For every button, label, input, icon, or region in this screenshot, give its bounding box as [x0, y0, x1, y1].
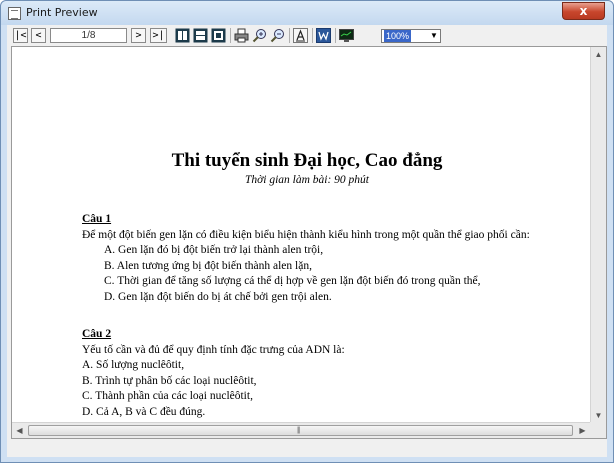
scrollbar-corner [590, 422, 606, 438]
chevron-down-icon[interactable]: ▼ [430, 31, 438, 40]
horizontal-scrollbar[interactable] [12, 422, 590, 438]
vertical-scrollbar[interactable] [590, 47, 606, 423]
answer-option: D. Gen lặn đột biến do bị át chế bởi gen trội alen. [104, 290, 332, 303]
toolbar-separator [230, 28, 231, 43]
scroll-left-icon[interactable]: ◀ [16, 426, 23, 435]
first-page-button[interactable]: |< [14, 30, 27, 41]
window-title: Print Preview [26, 6, 98, 19]
zoom-select[interactable] [381, 29, 441, 43]
previous-page-button[interactable]: < [31, 28, 46, 43]
scroll-right-icon[interactable]: ▶ [579, 426, 586, 435]
question-prompt: Để một đột biến gen lặn có điều kiện biểu hiện thành kiểu hình trong một quần thể giao phối cần: [82, 228, 530, 241]
font-icon[interactable] [293, 28, 308, 43]
two-page-icon[interactable] [193, 28, 208, 43]
client-area [7, 25, 607, 457]
question-heading: Câu 2 [82, 328, 112, 340]
zoom-value: 100% [386, 31, 410, 41]
answer-option: D. Cả A, B và C đều đúng. [82, 405, 206, 418]
preview-page-area[interactable] [11, 46, 607, 439]
print-icon[interactable] [234, 28, 249, 43]
scroll-up-icon[interactable]: ▲ [594, 50, 603, 59]
question-heading: Câu 1 [82, 213, 112, 225]
zoom-in-icon[interactable] [252, 28, 267, 43]
grip-icon: ||| [297, 427, 300, 434]
answer-option: A. Số lượng nuclêôtit, [82, 359, 185, 371]
close-button[interactable]: x [562, 2, 605, 20]
last-page-button[interactable]: >| [150, 28, 167, 43]
question-block [82, 327, 542, 420]
app-icon [8, 7, 21, 20]
question-prompt: Yếu tố cần và đủ để quy định tính đặc trưng của ADN là: [82, 343, 345, 356]
status-bar [7, 439, 607, 457]
answer-option: A. Gen lặn đó bị đột biến trở lại thành alen trội, [104, 244, 324, 256]
horizontal-scroll-thumb[interactable] [28, 425, 573, 436]
title-bar[interactable] [1, 1, 613, 25]
multi-page-icon[interactable] [211, 28, 226, 43]
document-title: Thi tuyển sinh Đại học, Cao đẳng [171, 150, 443, 171]
question-block [82, 212, 542, 305]
document-subtitle: Thời gian làm bài: 90 phút [244, 174, 370, 186]
toolbar-separator [312, 28, 313, 43]
one-page-icon[interactable] [175, 28, 190, 43]
word-export-icon[interactable] [316, 28, 331, 43]
next-page-button[interactable]: > [131, 28, 146, 43]
answer-option: C. Thời gian để tăng số lượng cá thể dị hợp về gen lặn đột biến đó trong quần thể, [104, 275, 481, 287]
toolbar-separator [289, 28, 290, 43]
scroll-down-icon[interactable]: ▼ [594, 411, 603, 420]
toolbar-separator [335, 28, 336, 43]
answer-option: C. Thành phần của các loại nuclêôtit, [82, 390, 253, 402]
zoom-out-icon[interactable] [270, 28, 285, 43]
answer-option: B. Alen tương ứng bị đột biến thành alen lặn, [104, 259, 312, 272]
toolbar [7, 25, 607, 45]
page-indicator-field[interactable]: 1/8 [50, 28, 127, 43]
answer-option: B. Trình tự phân bố các loại nuclêôtit, [82, 374, 257, 387]
monitor-icon[interactable] [339, 28, 354, 43]
